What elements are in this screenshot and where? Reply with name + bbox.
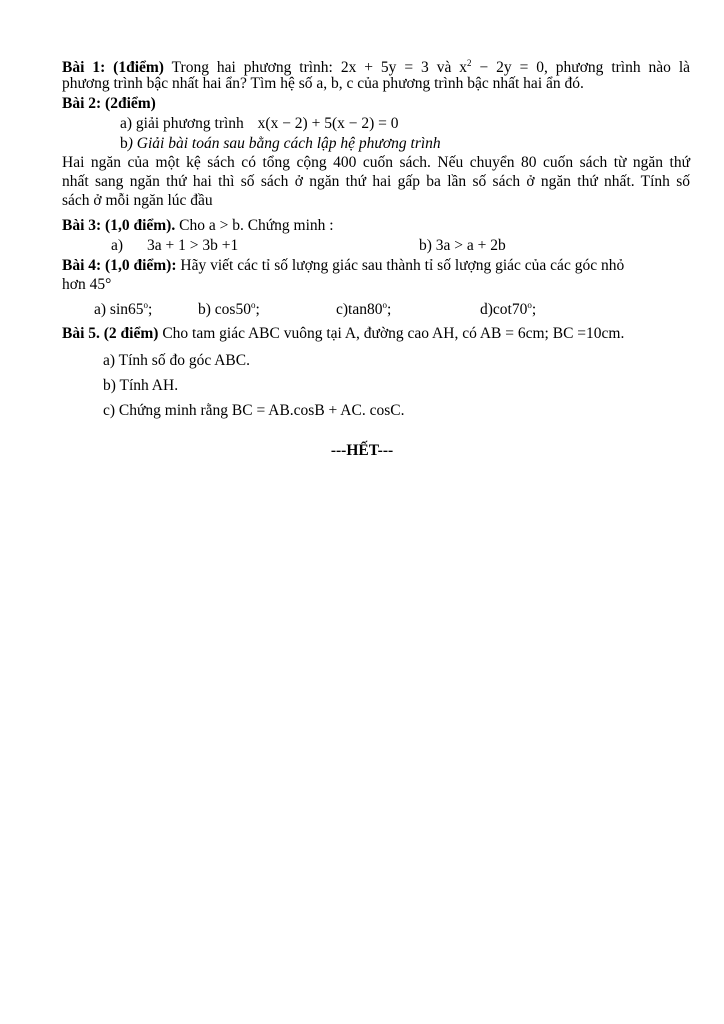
- bai4-item-a-label: a): [94, 301, 107, 318]
- bai4-item-b-degree: o: [250, 300, 256, 310]
- bai4-line1: [62, 256, 690, 275]
- bai4-item-a-end: ;: [148, 301, 153, 318]
- bai4-item-a: [94, 296, 152, 319]
- bai2-part-a: [120, 114, 680, 133]
- bai4-item-c-end: ;: [386, 301, 392, 318]
- bai4-item-a-degree: o: [143, 300, 149, 310]
- bai4-heading: Bài 4: (1,0 điểm):: [62, 257, 177, 274]
- bai4-item-b: [198, 296, 260, 319]
- bai5-part-c: c) Chứng minh rằng BC = AB.cosB + AC. cosC.: [103, 402, 405, 419]
- bai4-item-d-value: 70: [511, 301, 528, 318]
- bai4-item-a-value: 65: [128, 301, 144, 318]
- bai4-line2: hơn 45°: [62, 276, 112, 293]
- bai4-item-b-value: 50: [235, 301, 251, 318]
- bai2-part-a-equation: x(x − 2) + 5(x − 2) = 0: [257, 115, 399, 132]
- bai1-eq2-base: x: [459, 59, 468, 76]
- bai4-item-c: [336, 296, 391, 319]
- bai4-item-d-label: d): [480, 301, 493, 318]
- bai2-part-b-prefix: b: [120, 135, 128, 152]
- bai1-eq1: 2x + 5y = 3: [340, 59, 429, 76]
- bai3-line1: [62, 216, 690, 235]
- bai5-part-b: b) Tính AH.: [103, 377, 179, 394]
- bai1-eq2-rest: − 2y = 0: [471, 59, 544, 76]
- bai3-part-a-label: a): [111, 237, 124, 254]
- bai1-eq2-exp: 2: [467, 58, 472, 68]
- bai2-part-b: [120, 134, 680, 153]
- bai4-item-d: [480, 296, 536, 319]
- bai2-problem-line-1: Hai ngăn của một kệ sách có tổng cộng 400 cuốn sách. Nếu chuyển 80 cuốn sách từ ngăn thứ: [62, 154, 690, 171]
- bai2-part-b-text: ) Giải bài toán sau bằng cách lập hệ phương trình: [127, 135, 441, 152]
- bai4-text: Hãy viết các tỉ số lượng giác sau thành tỉ số lượng giác của các góc nhỏ: [176, 257, 625, 274]
- bai4-item-b-end: ;: [255, 301, 260, 318]
- bai2-part-a-label: a) giải phương trình: [120, 115, 244, 132]
- bai2-heading: Bài 2: (2điểm): [62, 95, 156, 112]
- bai4-item-b-label: b): [198, 301, 211, 318]
- bai3-heading: Bài 3: (1,0 điểm).: [62, 217, 176, 234]
- bai1-text-b: , phương trình nào là: [543, 59, 691, 76]
- bai5-line1: [62, 324, 690, 343]
- bai5-heading: Bài 5. (2 điểm): [62, 325, 159, 342]
- bai3-part-a: 3a + 1 > 3b +1: [147, 237, 239, 254]
- end-marker: ---HẾT---: [330, 442, 394, 459]
- bai3-part-b: b) 3a > a + 2b: [419, 237, 506, 254]
- bai2-problem-line-3: sách ở mỗi ngăn lúc đầu: [62, 192, 213, 209]
- bai4-item-b-func: cos: [214, 301, 236, 318]
- bai4-item-d-end: ;: [531, 301, 537, 318]
- bai1-and: và: [436, 59, 452, 76]
- bai1-line2: phương trình bậc nhất hai ẩn? Tìm hệ số a, b, c của phương trình bậc nhất hai ẩn đó.: [62, 75, 584, 92]
- bai5-part-a: a) Tính số đo góc ABC.: [103, 352, 250, 369]
- bai4-item-a-func: sin: [109, 301, 129, 318]
- bai1-text-a: Trong hai phương trình:: [171, 59, 333, 76]
- bai3-text: Cho a > b. Chứng minh :: [175, 217, 334, 234]
- bai4-item-d-degree: o: [527, 300, 532, 310]
- bai5-text: Cho tam giác ABC vuông tại A, đường cao AH, có AB = 6cm; BC =10cm.: [158, 325, 625, 342]
- bai1-heading: Bài 1: (1điểm): [62, 59, 164, 76]
- bai4-item-c-degree: o: [382, 300, 387, 310]
- bai4-item-c-value: 80: [366, 301, 383, 318]
- bai4-item-d-func: cot: [492, 301, 512, 318]
- bai4-item-c-label: c): [336, 301, 349, 318]
- bai2-problem-line-2: nhất sang ngăn thứ hai thì số sách ở ngăn thứ hai gấp ba lần số sách ở ngăn thứ nhất. Tính số: [62, 173, 690, 190]
- bai4-item-c-func: tan: [348, 301, 367, 318]
